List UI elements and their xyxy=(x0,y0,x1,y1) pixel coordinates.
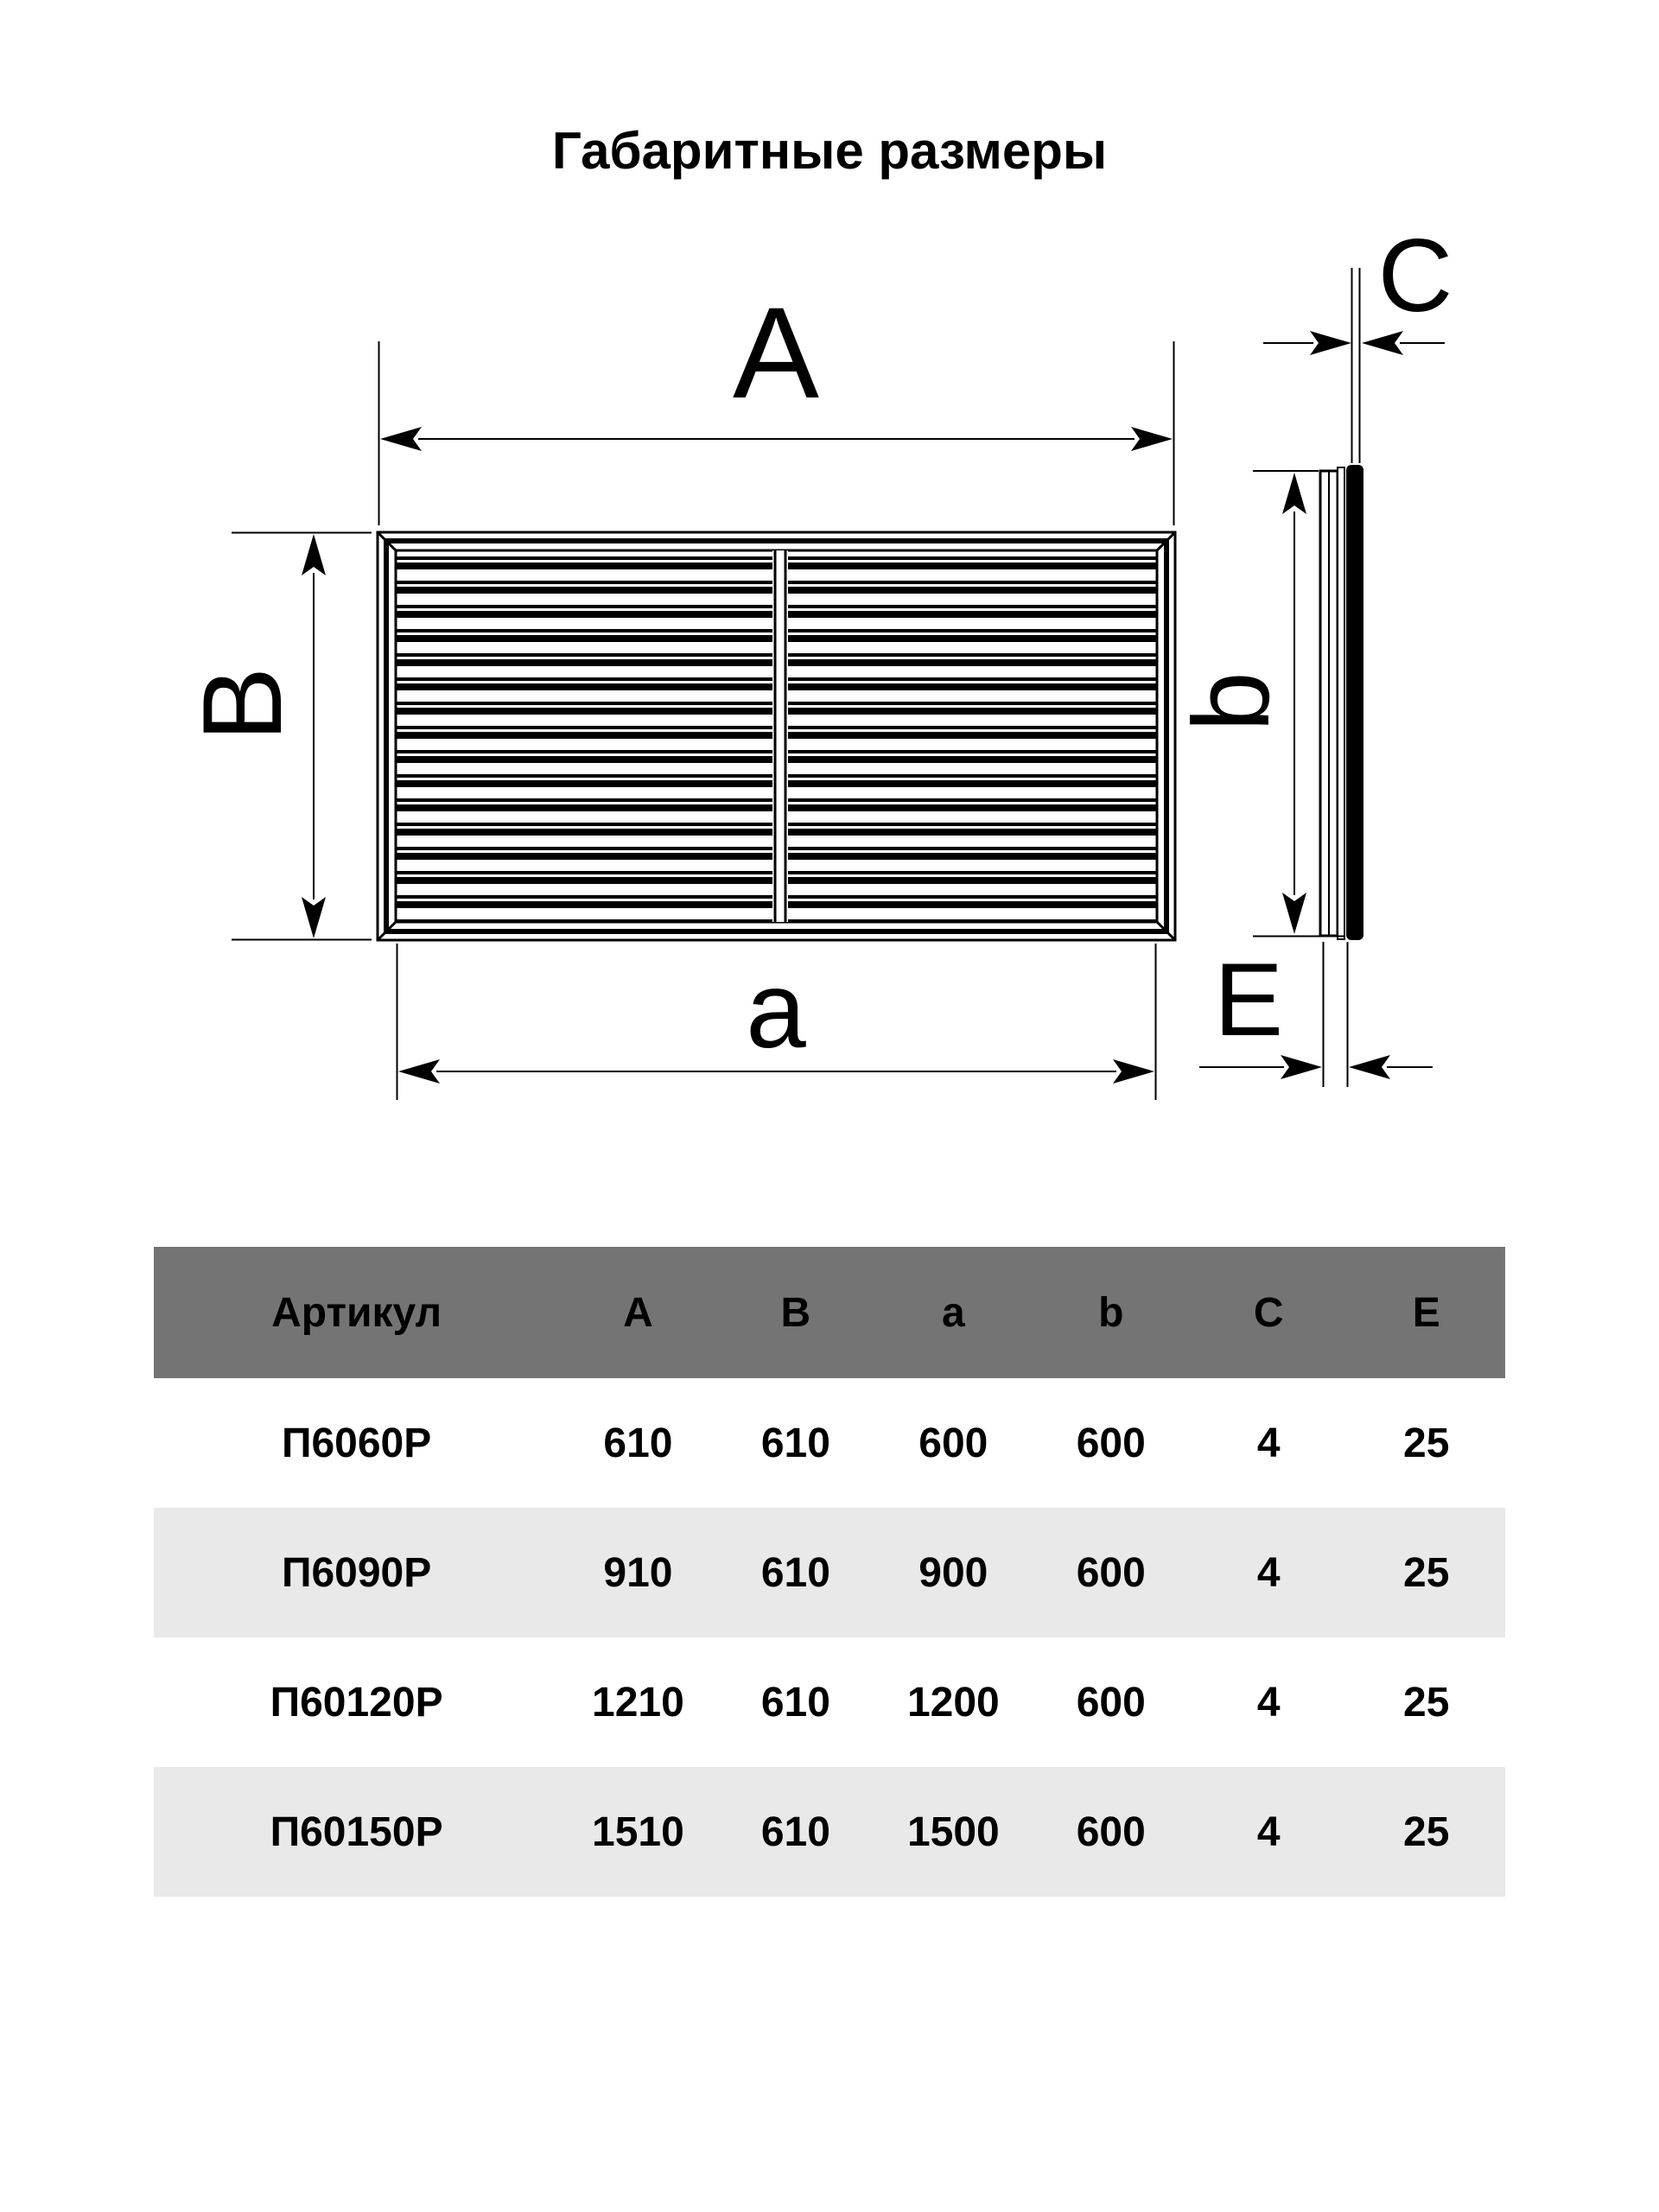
col-header-C: C xyxy=(1253,1289,1284,1336)
dim-label-B: B xyxy=(179,666,305,742)
arrowhead-right xyxy=(1113,1059,1154,1084)
value-cell: 610 xyxy=(760,1420,830,1466)
col-header-article: Артикул xyxy=(271,1289,442,1336)
value-cell: 600 xyxy=(1076,1679,1146,1726)
value-cell: 1210 xyxy=(592,1679,684,1726)
table-row xyxy=(154,1637,1505,1767)
article-cell: П6060Р xyxy=(281,1420,432,1466)
dimensions-table xyxy=(154,1247,1505,1897)
arrowhead-down xyxy=(1282,893,1306,934)
value-cell: 600 xyxy=(918,1420,988,1466)
value-cell: 1500 xyxy=(906,1808,1000,1855)
front-view xyxy=(378,532,1175,940)
value-cell: 25 xyxy=(1403,1549,1450,1596)
table-row xyxy=(154,1508,1505,1637)
table-row xyxy=(154,1378,1505,1508)
value-cell: 610 xyxy=(603,1420,673,1466)
value-cell: 900 xyxy=(918,1549,988,1596)
dim-label-a: a xyxy=(746,950,806,1071)
value-cell: 4 xyxy=(1256,1549,1281,1596)
dim-label-C: C xyxy=(1377,218,1453,334)
col-header-B: B xyxy=(780,1289,811,1336)
article-cell: П60150Р xyxy=(270,1808,443,1855)
arrowhead-up xyxy=(1282,473,1306,514)
arrowhead-up xyxy=(302,534,326,575)
table-header-row xyxy=(154,1247,1505,1378)
arrowhead-left xyxy=(380,427,422,451)
value-cell: 1200 xyxy=(906,1679,1000,1726)
col-header-A: A xyxy=(623,1289,653,1336)
value-cell: 25 xyxy=(1403,1679,1450,1726)
value-cell: 910 xyxy=(603,1549,673,1596)
article-cell: П60120Р xyxy=(270,1679,443,1726)
side-view xyxy=(1320,465,1363,940)
value-cell: 600 xyxy=(1076,1549,1146,1596)
value-cell: 4 xyxy=(1256,1808,1281,1855)
arrowhead-left xyxy=(398,1059,440,1084)
article-cell: П6090Р xyxy=(281,1549,432,1596)
value-cell: 600 xyxy=(1076,1420,1146,1466)
side-sheet xyxy=(1338,467,1344,939)
arrowhead-left xyxy=(1349,1055,1390,1079)
dim-label-A: A xyxy=(732,280,820,425)
table-row xyxy=(154,1767,1505,1897)
value-cell: 25 xyxy=(1403,1420,1450,1466)
page-title: Габаритные размеры xyxy=(551,122,1108,180)
col-header-E: E xyxy=(1412,1289,1440,1336)
dim-label-E: E xyxy=(1213,942,1284,1058)
dim-label-b: b xyxy=(1172,671,1292,732)
col-header-a: a xyxy=(941,1289,965,1336)
value-cell: 1510 xyxy=(592,1808,684,1855)
value-cell: 610 xyxy=(760,1808,830,1855)
value-cell: 610 xyxy=(760,1679,830,1726)
arrowhead-right xyxy=(1310,331,1351,355)
col-header-b: b xyxy=(1098,1289,1124,1336)
value-cell: 4 xyxy=(1256,1679,1281,1726)
arrowhead-down xyxy=(302,897,326,938)
value-cell: 600 xyxy=(1076,1808,1146,1855)
side-body-bar xyxy=(1346,465,1363,940)
value-cell: 25 xyxy=(1403,1808,1450,1855)
arrowhead-right xyxy=(1281,1055,1322,1079)
arrowhead-right xyxy=(1131,427,1173,451)
value-cell: 610 xyxy=(760,1549,830,1596)
value-cell: 4 xyxy=(1256,1420,1281,1466)
arrowhead-left xyxy=(1362,331,1403,355)
